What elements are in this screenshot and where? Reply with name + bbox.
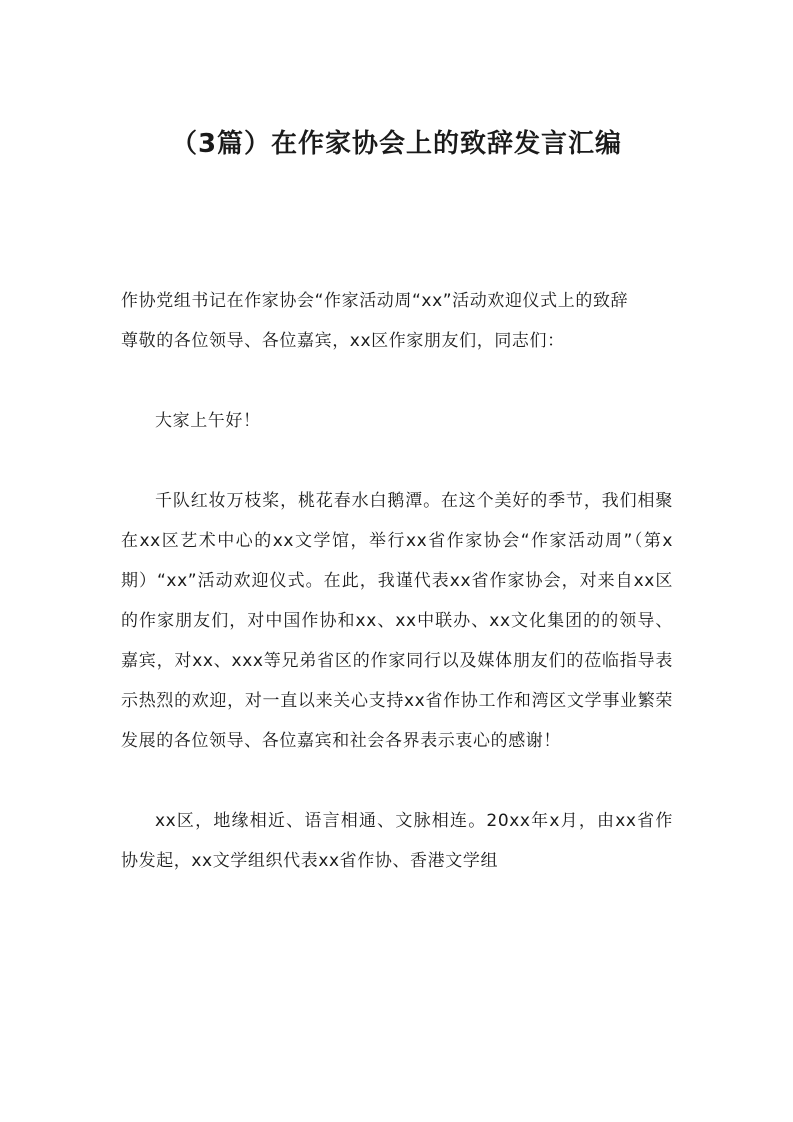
greeting: 大家上午好！: [155, 411, 261, 431]
body-paragraph-1: 千队红妆万枝桨，桃花春水白鹅潭。在这个美好的季节，我们相聚在xx区艺术中心的xx文学馆，举行xx省作家协会“作家活动周”（第x期）“xx”活动欢迎仪式。在此，我谨代表xx省作家协会，对来自xx区的作家朋友们，对中国作协和xx、xx中联办、xx文化集团的的领导、嘉宾，对xx、xxx等兄弟省区的作家同行以及媒体朋友们的莅临指导表示热烈的欢迎，对一直以来关心支持xx省作协工作和湾区文学事业繁荣发展的各位领导、各位嘉宾和社会各界表示衷心的感谢！: [121, 491, 673, 751]
paragraph-gap: [121, 361, 673, 401]
paragraph-gap: [121, 441, 673, 481]
speech-heading: 作协党组书记在作家协会“作家活动周“xx”活动欢迎仪式上的致辞: [121, 291, 629, 311]
salutation: 尊敬的各位领导、各位嘉宾，xx区作家朋友们，同志们：: [121, 331, 565, 351]
body-paragraph-2: xx区，地缘相近、语言相通、文脉相连。20xx年x月，由xx省作协发起，xx文学组织代表xx省作协、香港文学组: [121, 811, 673, 871]
document-body: [121, 281, 673, 881]
document-title: （3篇）在作家协会上的致辞发言汇编: [170, 129, 623, 159]
paragraph-gap: [121, 761, 673, 801]
